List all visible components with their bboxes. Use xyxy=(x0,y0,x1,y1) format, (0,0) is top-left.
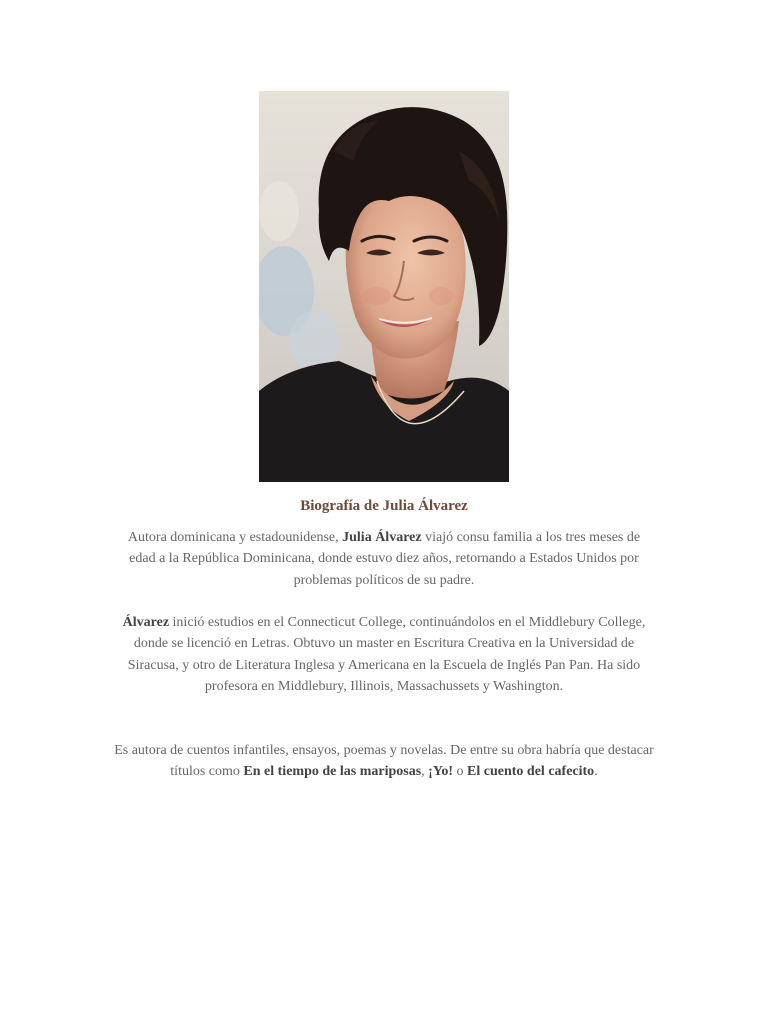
book-title-yo: ¡Yo! xyxy=(428,764,454,780)
author-portrait-image xyxy=(259,91,509,482)
p1-text-before: Autora dominicana y estadounidense, xyxy=(127,530,343,545)
author-surname-bold: Álvarez xyxy=(122,615,170,630)
book-title-cafecito: El cuento del cafecito xyxy=(467,764,595,780)
p2-text-after: inició estudios en el Connecticut College, continuándolos en el Middlebury College, donde se licenció en Letras. Obtuvo un master en Escritura Creativa en la Universidad de Siracusa, y otro de Literatura Inglesa y Americana en la Escuela de Inglés Pan Pan. Ha sido profesora en Middlebury, Illinois, Massachussets y Washington. xyxy=(127,615,646,694)
p3-separator-2: o xyxy=(453,764,468,780)
paragraph-education xyxy=(110,612,658,697)
author-name-bold: Julia Álvarez xyxy=(342,530,422,545)
p1-text-after: viajó consu familia a los tres meses de edad a la República Dominicana, donde estuvo diez años, retornando a Estados Unidos por problemas políticos de su padre. xyxy=(129,530,641,588)
p3-end: . xyxy=(594,764,598,780)
p3-separator-1: , xyxy=(421,764,429,780)
p3-text-before: Es autora de cuentos infantiles, ensayos, poemas y novelas. De entre su obra habría que destacar títulos como xyxy=(114,743,654,780)
paragraph-works xyxy=(95,740,673,783)
paragraph-intro xyxy=(115,527,653,591)
book-title-mariposas: En el tiempo de las mariposas xyxy=(243,764,422,780)
portrait-illustration xyxy=(259,91,509,482)
biography-title: Biografía de Julia Álvarez xyxy=(300,498,468,514)
